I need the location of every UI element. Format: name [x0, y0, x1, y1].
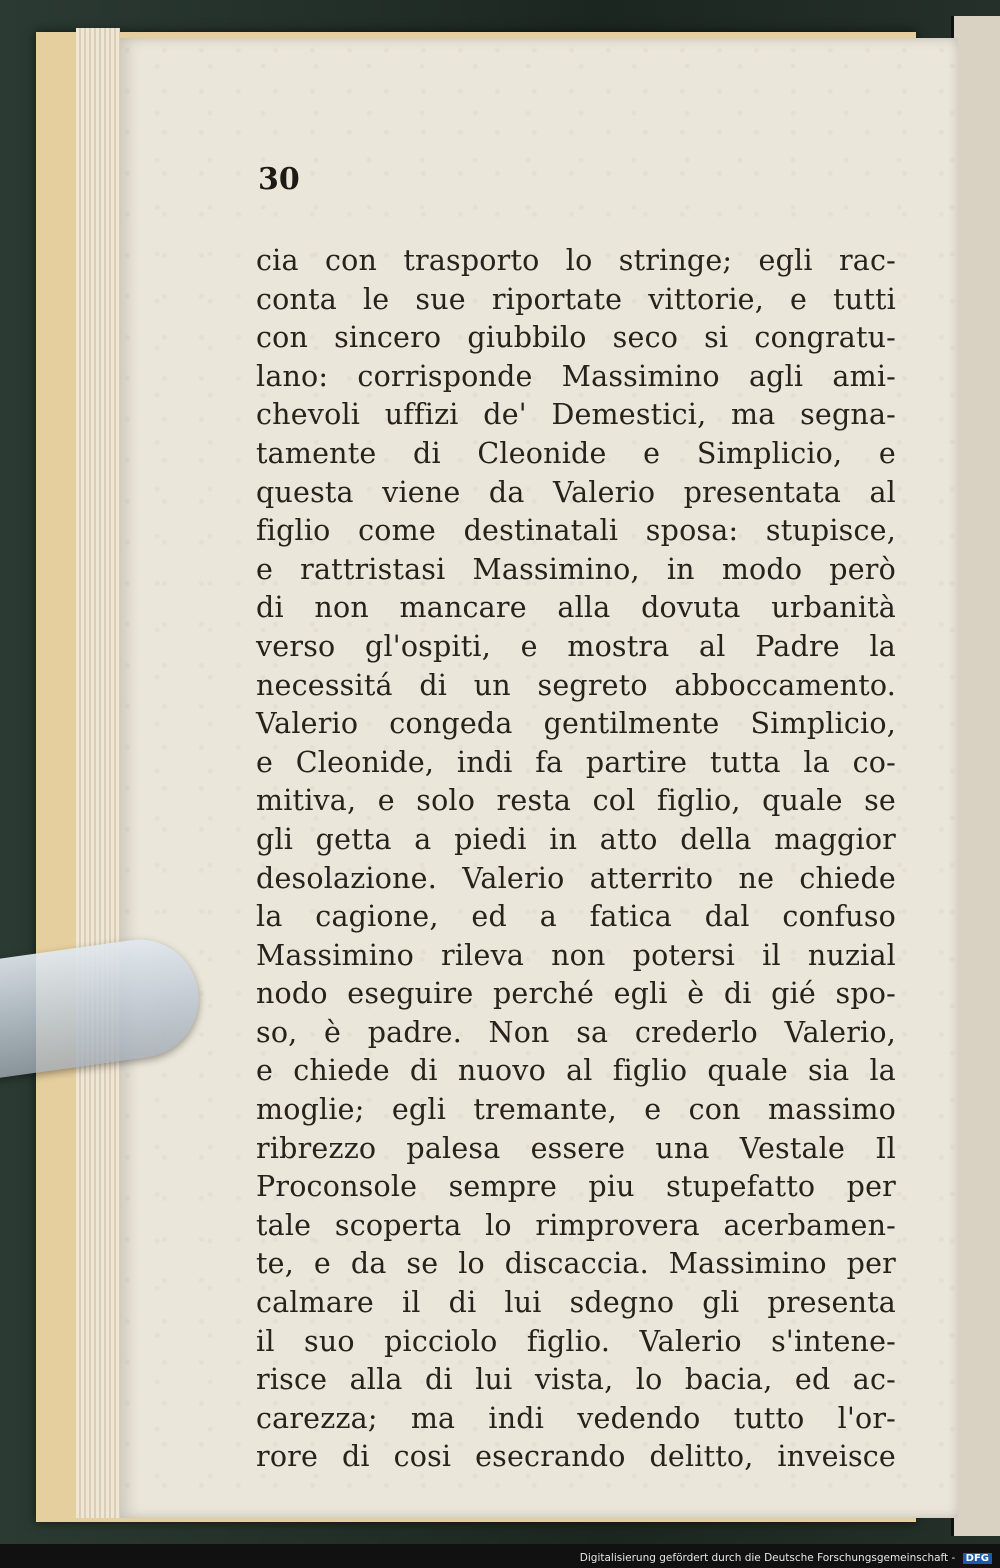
text-line: Massimino rileva non potersi il nuzial: [256, 938, 896, 972]
text-line: Valerio congeda gentilmente Simplicio,: [256, 707, 896, 741]
text-line: gli getta a piedi in atto della maggior: [256, 822, 896, 856]
text-line: questa viene da Valerio presentata al: [256, 475, 896, 509]
text-line: e chiede di nuovo al figlio quale sia la: [256, 1054, 896, 1088]
adjacent-page-edge: [951, 16, 1000, 1536]
text-line: Proconsole sempre piu stupefatto per: [256, 1170, 896, 1204]
text-line: con sincero giubbilo seco si congratu-: [256, 321, 896, 355]
text-line: il suo picciolo figlio. Valerio s'intene-: [256, 1324, 896, 1358]
text-line: lano: corrisponde Massimino agli ami-: [256, 359, 896, 393]
text-line: rore di cosi esecrando delitto, inveisce: [256, 1440, 896, 1474]
text-line: tamente di Cleonide e Simplicio, e: [256, 436, 896, 470]
text-line: di non mancare alla dovuta urbanità: [256, 591, 896, 625]
text-line: calmare il di lui sdegno gli presenta: [256, 1286, 896, 1320]
text-line: verso gl'ospiti, e mostra al Padre la: [256, 629, 896, 663]
text-line: tale scoperta lo rimprovera acerbamen-: [256, 1208, 896, 1242]
text-line: figlio come destinatali sposa: stupisce,: [256, 514, 896, 548]
page-stack-edge: [76, 28, 120, 1518]
text-line: te, e da se lo discaccia. Massimino per: [256, 1247, 896, 1281]
text-line: e Cleonide, indi fa partire tutta la co-: [256, 745, 896, 779]
body-text: [256, 242, 896, 1477]
text-line: mitiva, e solo resta col figlio, quale se: [256, 784, 896, 818]
dfg-logo: DFG: [963, 1553, 992, 1564]
text-line: desolazione. Valerio atterrito ne chiede: [256, 861, 896, 895]
text-line: risce alla di lui vista, lo bacia, ed ac-: [256, 1363, 896, 1397]
footer-credit: [580, 1552, 992, 1564]
text-line: cia con trasporto lo stringe; egli rac-: [256, 244, 896, 277]
text-line: so, è padre. Non sa crederlo Valerio,: [256, 1015, 896, 1049]
text-line: ribrezzo palesa essere una Vestale Il: [256, 1131, 896, 1165]
text-line: conta le sue riportate vittorie, e tutti: [256, 282, 896, 316]
page-number: 30: [258, 162, 300, 197]
text-line: moglie; egli tremante, e con massimo: [256, 1093, 896, 1127]
text-line: nodo eseguire perché egli è di gié spo-: [256, 977, 896, 1011]
text-line: e rattristasi Massimino, in modo però: [256, 552, 896, 586]
text-line: la cagione, ed a fatica dal confuso: [256, 900, 896, 934]
footer-credit-text: Digitalisierung gefördert durch die Deutsche Forschungsgemeinschaft -: [579, 1552, 956, 1564]
text-line: carezza; ma indi vedendo tutto l'or-: [256, 1401, 896, 1435]
text-line: necessitá di un segreto abboccamento.: [256, 668, 896, 702]
text-line: chevoli uffizi de' Demestici, ma segna-: [256, 398, 896, 432]
